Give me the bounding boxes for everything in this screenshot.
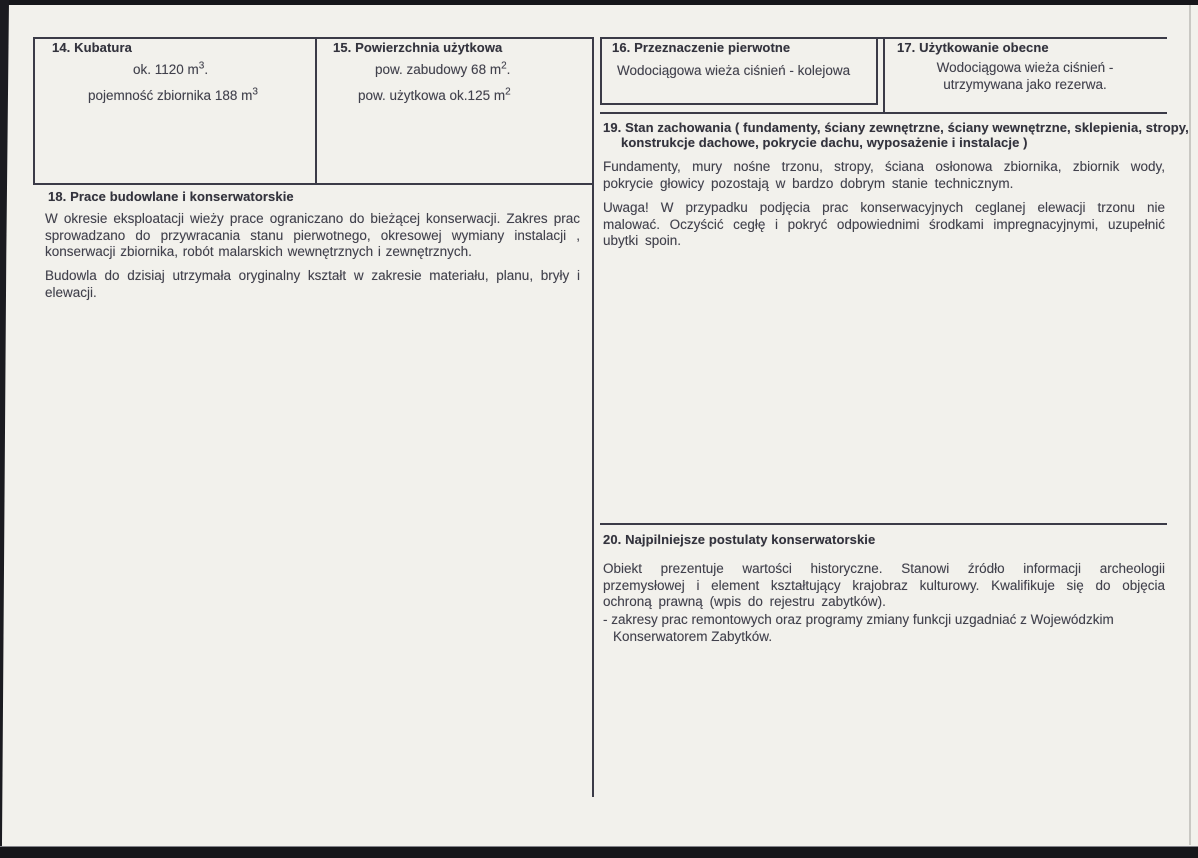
field-18-paragraph2: Budowla do dzisiaj utrzymała oryginalny kształt w zakresie materiału, planu, bryły i elewacji. bbox=[45, 268, 580, 300]
rule-left-border bbox=[33, 37, 35, 185]
field-15-built-area-value: pow. zabudowy 68 $m^2$. bbox=[375, 60, 511, 77]
rule-right-border-16 bbox=[876, 37, 878, 103]
field-19-label-line1: 19. Stan zachowania ( fundamenty, ściany zewnętrzne, ściany wewnętrzne, sklepienia, stropy, bbox=[603, 120, 1189, 135]
field-19-paragraph2: Uwaga! W przypadku podjęcia prac konserwacyjnych ceglanej elewacji trzonu nie malować. Oczyścić cegłę i pokryć odpowiednimi środkami impregnacyjnymi, uzupełnić ubytki spoin. bbox=[603, 200, 1165, 248]
field-19-paragraph1: Fundamenty, mury nośne trzonu, stropy, ściana osłonowa zbiornika, zbiornik wody, pokrycie głowicy pozostają w bardzo dobrym stanie technicznym. bbox=[603, 159, 1165, 191]
field-20-paragraph1: Obiekt prezentuje wartości historyczne. Stanowi źródło informacji archeologii przemysłowej i element kształtujący krajobraz kulturowy. Kwalifikuje się do objęcia ochroną prawną (wpis do rejestru zabytków). bbox=[603, 561, 1165, 609]
field-17-value-line2: utrzymywana jako rezerwa. bbox=[943, 77, 1107, 92]
field-14-volume-value: ok. 1120 $m^3$. bbox=[133, 60, 209, 77]
field-16-label: 16. Przeznaczenie pierwotne bbox=[612, 40, 791, 55]
rule-main-column-divider bbox=[592, 37, 594, 797]
rule-bottom-left-boxes bbox=[33, 183, 592, 185]
field-20-bullet-line2: Konserwatorem Zabytków. bbox=[613, 629, 773, 644]
field-18-label: 18. Prace budowlane i konserwatorskie bbox=[48, 189, 294, 204]
field-15-usable-area-value: pow. użytkowa ok.125 $m^2$ bbox=[358, 86, 511, 103]
scan-artifact-left-edge bbox=[0, 0, 9, 846]
scan-artifact-right-edge bbox=[1189, 5, 1191, 845]
rule-left-border-16 bbox=[600, 37, 602, 103]
rule-top-19 bbox=[600, 112, 1167, 114]
field-14-label: 14. Kubatura bbox=[52, 40, 132, 55]
field-14-capacity-value: pojemność zbiornika 188 $m^3$ bbox=[88, 86, 258, 103]
rule-top-left-boxes bbox=[33, 37, 592, 39]
field-17-label: 17. Użytkowanie obecne bbox=[897, 40, 1049, 55]
field-20-label: 20. Najpilniejsze postulaty konserwatorskie bbox=[603, 532, 876, 547]
rule-top-20 bbox=[600, 523, 1167, 525]
field-16-value: Wodociągowa wieża ciśnień - kolejowa bbox=[617, 63, 851, 78]
scan-artifact-top-bar bbox=[0, 0, 1198, 5]
rule-bottom-16 bbox=[600, 103, 878, 105]
scan-artifact-bottom-bar bbox=[0, 846, 1198, 858]
rule-divider-14-15 bbox=[315, 37, 317, 185]
field-19-label-line2: konstrukcje dachowe, pokrycie dachu, wyposażenie i instalacje ) bbox=[621, 135, 1028, 150]
field-17-value-line1: Wodociągowa wieża ciśnień - bbox=[936, 60, 1114, 75]
field-20-bullet-line1: - zakresy prac remontowych oraz programy zmiany funkcji uzgadniać z Wojewódzkim bbox=[603, 612, 1114, 627]
field-18-paragraph1: W okresie eksploatacji wieży prace ograniczano do bieżącej konserwacji. Zakres prac sprowadzano do przywracania stanu pierwotnego, okresowej wymiany instalacji , konserwacji zbiornika, robót malarskich wewnętrznych i zewnętrznych. bbox=[45, 211, 580, 259]
field-15-label: 15. Powierzchnia użytkowa bbox=[333, 40, 503, 55]
